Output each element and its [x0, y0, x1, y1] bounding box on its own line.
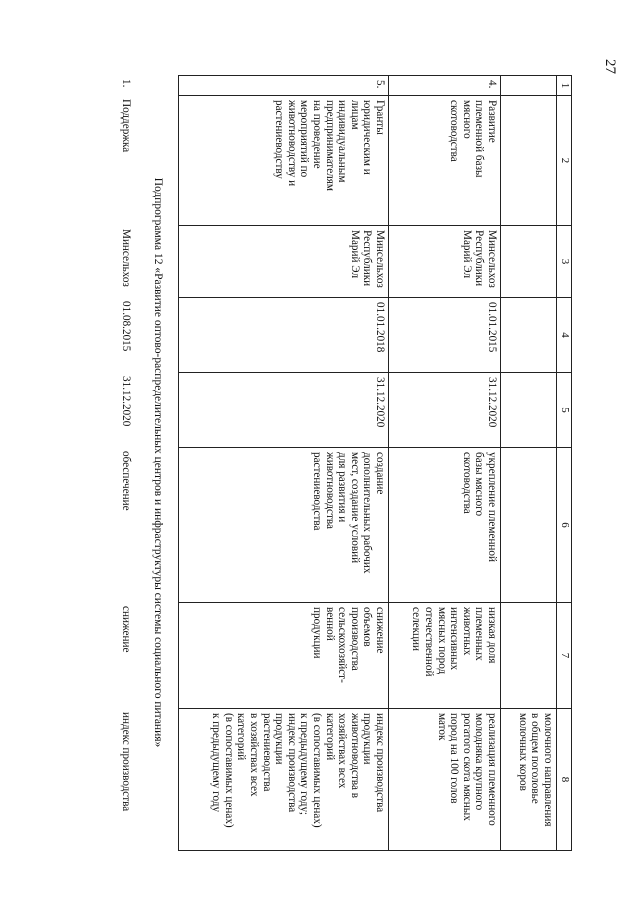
indicator-cell: индекс производства: [120, 712, 132, 812]
measure-name-cell: Гранты юридическим и лицам индивидуальным предпринимателям на проведение мероприятий по животноводству и растениеводству: [179, 96, 389, 226]
measure-name-cell: Поддержка: [120, 99, 132, 153]
start-date-cell: 01.01.2018: [179, 298, 389, 373]
executor-cell: Минсельхоз Республики Марий Эл: [179, 226, 389, 298]
consequence-cell: снижение объемов производства сельскохозяйст- венной продукции: [179, 603, 389, 709]
subprogram-title: Подпрограмма 12 «Развитие оптово-распределительных центров и инфраструктуры системы социального питания»: [152, 177, 164, 748]
rotated-sheet: [102, 75, 572, 850]
executor-cell: Минсельхоз: [120, 229, 132, 287]
indicator-cell: реализация племенного молодняка крупного рогатого скота мясных пород на 100 голов маток: [389, 709, 501, 851]
header-cell: 8: [557, 709, 572, 851]
end-date-cell: 31.12.2020: [120, 376, 132, 427]
header-cell: 7: [557, 603, 572, 709]
consequence-cell: низкая доля племенных животных интенсивных мясных пород отечественной селекции: [389, 603, 501, 709]
end-date-cell: 31.12.2020: [389, 373, 501, 448]
header-cell: 6: [557, 448, 572, 603]
page-number: 27: [602, 59, 618, 74]
result-cell: создание дополнительных рабочих мест, создание условий для развития и животноводства растениеводства: [179, 448, 389, 603]
header-cell: 2: [557, 96, 572, 226]
indicator-cell: молочного направления в общем поголовье молочных коров: [501, 709, 557, 851]
header-cell: 4: [557, 298, 572, 373]
header-row: [557, 76, 572, 851]
row-number: 5.: [179, 76, 389, 96]
header-cell: 5: [557, 373, 572, 448]
end-date-cell: 31.12.2020: [179, 373, 389, 448]
start-date-cell: 01.01.2015: [389, 298, 501, 373]
program-table: [178, 75, 572, 851]
measure-name-cell: Развитие племенной базы мясного скотоводства: [389, 96, 501, 226]
header-cell: 3: [557, 226, 572, 298]
start-date-cell: 01.08.2015: [120, 301, 132, 352]
row-number: 4.: [389, 76, 501, 96]
table-row: [179, 76, 389, 851]
table-row: [389, 76, 501, 851]
indicator-cell: индекс производства продукции животноводства в хозяйствах всех категорий (в сопоставимых ценах) к предыдущему году; индекс производства продукции растениеводства в хозяйствах всех категорий (в сопоставимых ценах) к предыдущему году: [179, 709, 389, 851]
consequence-cell: снижение: [120, 606, 132, 653]
result-cell: обеспечение: [120, 451, 132, 511]
table-row: [501, 76, 557, 851]
header-cell: 1: [557, 76, 572, 96]
result-cell: укрепление племенной базы мясного скотоводства: [389, 448, 501, 603]
row-number: 1.: [120, 79, 132, 88]
executor-cell: Минсельхоз Республики Марий Эл: [389, 226, 501, 298]
